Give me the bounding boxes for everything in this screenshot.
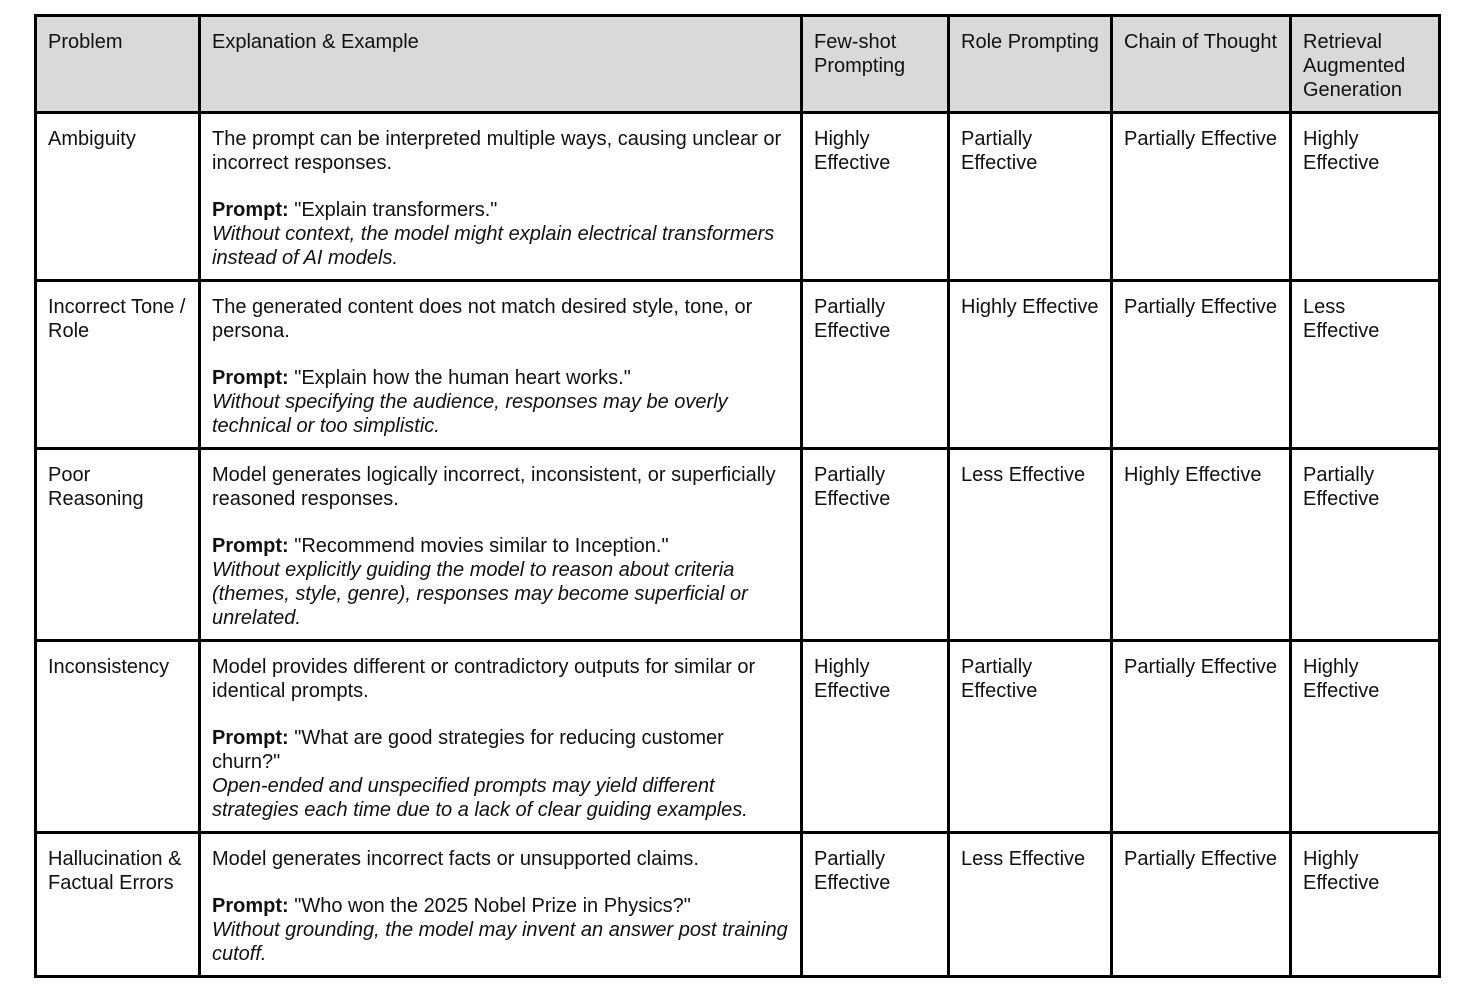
prompt-text: "Explain transformers." <box>294 199 498 221</box>
few-shot-rating: Highly Effective <box>802 641 949 833</box>
prompt-line <box>212 726 789 774</box>
header-explanation: Explanation & Example <box>200 16 802 113</box>
explanation-note: Without specifying the audience, responses may be overly technical or too simplistic. <box>212 391 728 437</box>
header-problem: Problem <box>36 16 200 113</box>
few-shot-rating: Partially Effective <box>802 833 949 977</box>
explanation-text: The generated content does not match desired style, tone, or persona. <box>212 296 753 342</box>
prompt-text: "Who won the 2025 Nobel Prize in Physics?" <box>294 895 691 917</box>
role-prompting-rating: Highly Effective <box>949 281 1112 449</box>
table-row <box>36 113 1440 281</box>
header-chain-of-thought: Chain of Thought <box>1112 16 1291 113</box>
chain-of-thought-rating: Partially Effective <box>1112 281 1291 449</box>
few-shot-rating: Partially Effective <box>802 281 949 449</box>
explanation-cell <box>200 281 802 449</box>
few-shot-rating: Highly Effective <box>802 113 949 281</box>
header-row <box>36 16 1440 113</box>
explanation-text: Model provides different or contradictory outputs for similar or identical prompts. <box>212 656 756 702</box>
problem-cell: Poor Reasoning <box>36 449 200 641</box>
prompt-label: Prompt: <box>212 727 289 749</box>
explanation-cell <box>200 641 802 833</box>
prompt-text: "Recommend movies similar to Inception." <box>294 535 669 557</box>
explanation-text: Model generates incorrect facts or unsupported claims. <box>212 848 699 870</box>
problem-cell: Hallucination & Factual Errors <box>36 833 200 977</box>
chain-of-thought-rating: Partially Effective <box>1112 833 1291 977</box>
explanation-note: Without explicitly guiding the model to reason about criteria (themes, style, genre), responses may become superficial or unrelated. <box>212 559 748 629</box>
prompt-text: "Explain how the human heart works." <box>294 367 631 389</box>
header-role-prompting: Role Prompting <box>949 16 1112 113</box>
few-shot-rating: Partially Effective <box>802 449 949 641</box>
header-few-shot: Few-shot Prompting <box>802 16 949 113</box>
explanation-text: Model generates logically incorrect, inconsistent, or superficially reasoned responses. <box>212 464 776 510</box>
role-prompting-rating: Partially Effective <box>949 113 1112 281</box>
explanation-note: Without grounding, the model may invent an answer post training cutoff. <box>212 919 788 965</box>
header-rag: Retrieval Augmented Generation <box>1291 16 1440 113</box>
prompt-label: Prompt: <box>212 895 289 917</box>
explanation-cell <box>200 449 802 641</box>
prompt-line <box>212 366 789 390</box>
explanation-text: The prompt can be interpreted multiple ways, causing unclear or incorrect responses. <box>212 128 782 174</box>
chain-of-thought-rating: Partially Effective <box>1112 641 1291 833</box>
rag-rating: Partially Effective <box>1291 449 1440 641</box>
problem-cell: Ambiguity <box>36 113 200 281</box>
role-prompting-rating: Less Effective <box>949 449 1112 641</box>
rag-rating: Highly Effective <box>1291 641 1440 833</box>
role-prompting-rating: Less Effective <box>949 833 1112 977</box>
prompt-text: "What are good strategies for reducing customer churn?" <box>212 727 724 773</box>
explanation-cell <box>200 113 802 281</box>
rag-rating: Highly Effective <box>1291 113 1440 281</box>
explanation-note: Without context, the model might explain electrical transformers instead of AI models. <box>212 223 775 269</box>
prompt-label: Prompt: <box>212 367 289 389</box>
prompt-line <box>212 894 789 918</box>
problem-cell: Inconsistency <box>36 641 200 833</box>
table-row <box>36 833 1440 977</box>
problem-cell: Incorrect Tone / Role <box>36 281 200 449</box>
chain-of-thought-rating: Highly Effective <box>1112 449 1291 641</box>
explanation-note: Open-ended and unspecified prompts may yield different strategies each time due to a lack of clear guiding examples. <box>212 775 748 821</box>
prompt-label: Prompt: <box>212 535 289 557</box>
rag-rating: Less Effective <box>1291 281 1440 449</box>
role-prompting-rating: Partially Effective <box>949 641 1112 833</box>
table-row <box>36 641 1440 833</box>
prompt-line <box>212 534 789 558</box>
chain-of-thought-rating: Partially Effective <box>1112 113 1291 281</box>
table-row <box>36 281 1440 449</box>
prompting-techniques-table <box>34 14 1441 978</box>
prompt-line <box>212 198 789 222</box>
prompt-label: Prompt: <box>212 199 289 221</box>
table-row <box>36 449 1440 641</box>
explanation-cell <box>200 833 802 977</box>
rag-rating: Highly Effective <box>1291 833 1440 977</box>
